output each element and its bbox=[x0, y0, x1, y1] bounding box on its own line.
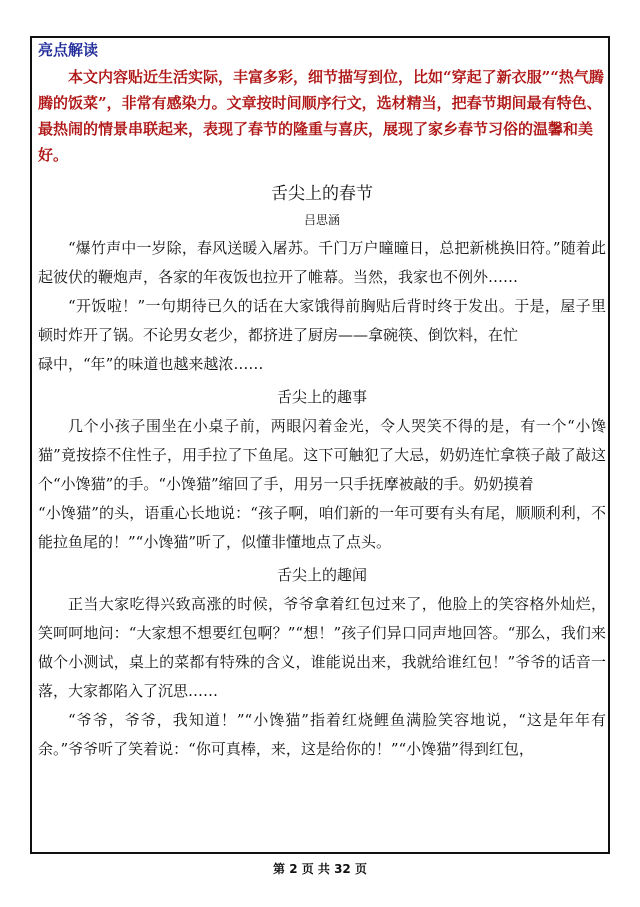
paragraph-6: “爷爷，爷爷，我知道！”“小馋猫”指着红烧鲤鱼满脸笑容地说，“这是年年有余。”爷爷听了笑着说：“你可真棒，来，这是给你的！”“小馋猫”得到红包， bbox=[38, 711, 606, 758]
paragraph-1: “爆竹声中一岁除，春风送暖入屠苏。千门万户曈曈日，总把新桃换旧符。”随着此起彼伏的鞭炮声，各家的年夜饭也拉开了帷幕。当然，我家也不例外…… bbox=[38, 239, 606, 286]
section-title-fun-things: 舌尖上的趣事 bbox=[276, 388, 367, 406]
page-number: 第 2 页 共 32 页 bbox=[273, 862, 367, 876]
paragraph-2a: “开饭啦！”一句期待已久的话在大家饿得前胸贴后背时终于发出。于是，屋子里顿时炸开了锅。不论男女老少，都挤进了厨房——拿碗筷、倒饮料，在忙 bbox=[38, 297, 606, 344]
highlight-title: 亮点解读 bbox=[38, 41, 99, 59]
highlight-body: 本文内容贴近生活实际，丰富多彩，细节描写到位，比如“穿起了新衣服”“热气腾腾的饭菜”，非常有感染力。文章按时间顺序行文，选材精当，把春节期间最有特色、最热闹的情景串联起来，表现了春节的隆重与喜庆，展现了家乡春节习俗的温馨和美好。 bbox=[38, 68, 604, 164]
page-content bbox=[38, 40, 606, 764]
essay-author: 吕思涵 bbox=[303, 213, 340, 227]
paragraph-3: 几个小孩子围坐在小桌子前，两眼闪着金光，令人哭笑不得的是，有一个“小馋猫”竟按捺不住性子，用手拉了下鱼尾。这下可触犯了大忌，奶奶连忙拿筷子敲了敲这个“小馋猫”的手。“小馋猫”缩回了手，用另一只手抚摩被敲的手。奶奶摸着 bbox=[38, 417, 606, 493]
essay-title: 舌尖上的春节 bbox=[271, 184, 373, 204]
paragraph-5: 正当大家吃得兴致高涨的时候，爷爷拿着红包过来了，他脸上的笑容格外灿烂，笑呵呵地问：“大家想不想要红包啊？”“想！”孩子们异口同声地回答。“那么，我们来做个小测试，桌上的菜都有特殊的含义，谁能说出来，我就给谁红包！”爷爷的话音一落，大家都陷入了沉思…… bbox=[38, 595, 606, 700]
paragraph-4: “小馋猫”的头，语重心长地说：“孩子啊，咱们新的一年可要有头有尾，顺顺利利，不能拉鱼尾的！”“小馋猫”听了，似懂非懂地点了点头。 bbox=[38, 504, 606, 551]
paragraph-2b: 碌中，“年”的味道也越来越浓…… bbox=[38, 355, 264, 373]
section-title-anecdote: 舌尖上的趣闻 bbox=[276, 566, 367, 584]
